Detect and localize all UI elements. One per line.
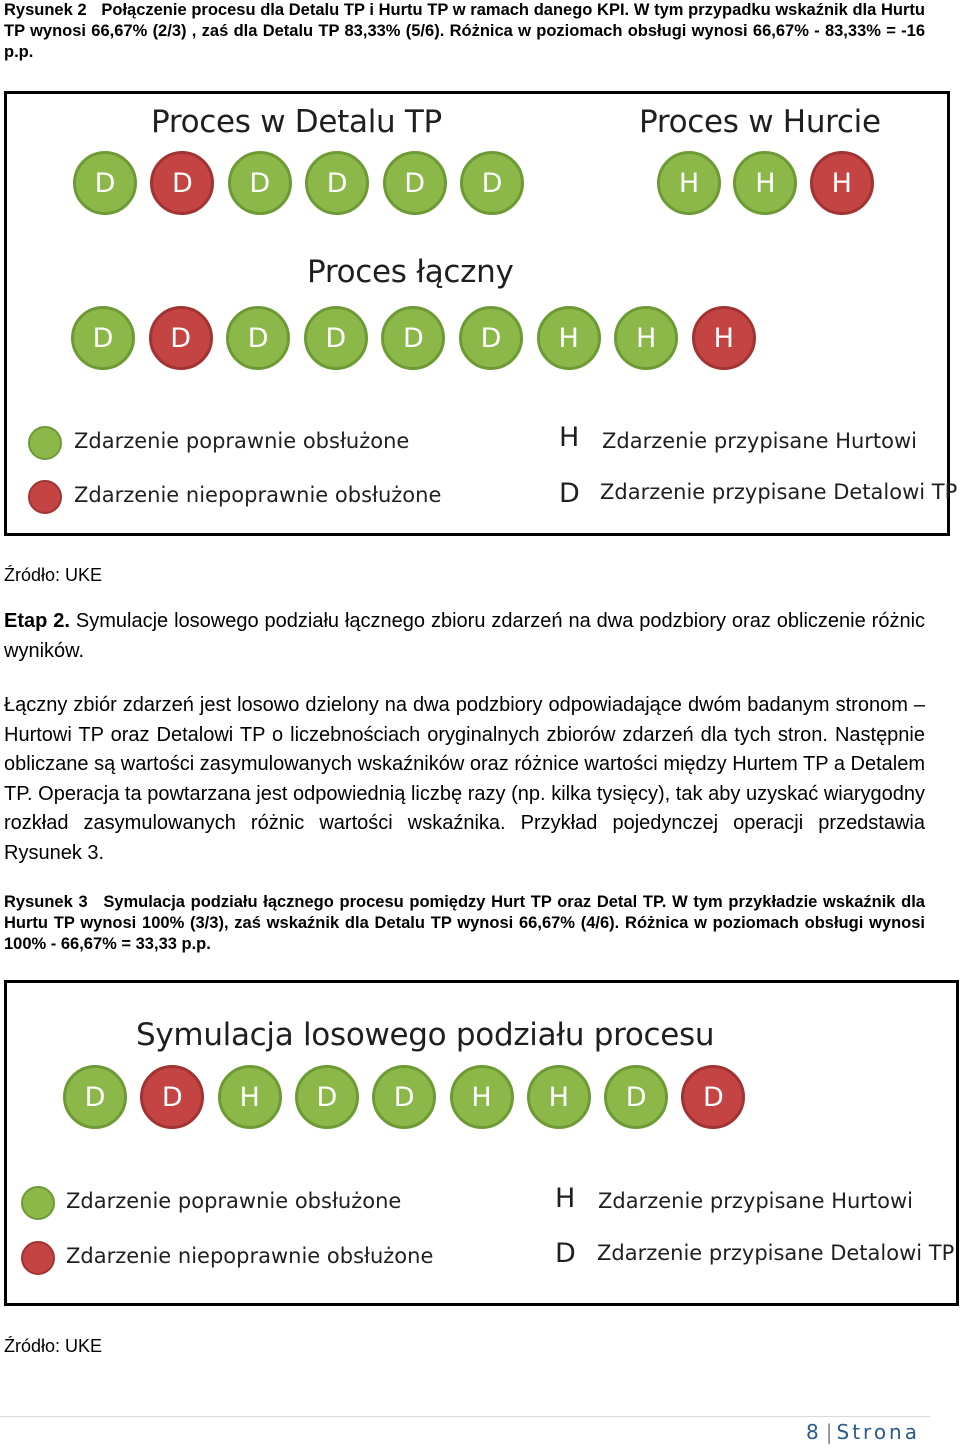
legend-bad-dot <box>28 480 62 514</box>
figure-2-source: Źródło: UKE <box>4 565 103 585</box>
figure-2 <box>4 91 958 536</box>
legend-bad-dot <box>21 1241 55 1275</box>
detal-event-correct: D <box>460 151 524 215</box>
legend-h-letter: H <box>559 422 580 453</box>
figure-3-caption-text: Symulacja podziału łącznego procesu pomiędzy Hurt TP oraz Detal TP. W tym przykładzie wskaźnik dla Hurtu TP wynosi 100% (3/3), zaś wskaźnik dla Detalu TP wynosi 66,67% (4/6). Różnica w poziomach obsługi wynosi 100% - 66,67% = 33,33 p.p. <box>4 893 925 953</box>
hurt-event-incorrect: H <box>810 151 874 215</box>
detal-event-correct: D <box>73 151 137 215</box>
detal-event-correct: D <box>63 1065 127 1129</box>
detal-event-correct: D <box>383 151 447 215</box>
page-footer <box>806 1420 920 1444</box>
detal-event-correct: D <box>304 306 368 370</box>
hurt-event-correct: H <box>450 1065 514 1129</box>
legend-ok-dot <box>28 426 62 460</box>
legend-bad-text: Zdarzenie niepoprawnie obsłużone <box>66 1244 434 1268</box>
legend-h-text: Zdarzenie przypisane Hurtowi <box>602 429 918 453</box>
figure-2-title-hurt: Proces w Hurcie <box>639 104 881 140</box>
etap-heading <box>4 607 925 666</box>
legend-h-text: Zdarzenie przypisane Hurtowi <box>598 1189 914 1213</box>
figure-2-title-detal: Proces w Detalu TP <box>151 104 442 140</box>
etap-label: Etap 2. <box>4 610 70 632</box>
hurt-event-correct: H <box>733 151 797 215</box>
figure-2-caption-text: Połączenie procesu dla Detalu TP i Hurtu TP w ramach danego KPI. W tym przypadku wskaźnik dla Hurtu TP wynosi 66,67% (2/3) , zaś dla Detalu TP 83,33% (5/6). Różnica w poziomach obsługi wynosi 66,67% - 83,33% = -16 p.p. <box>4 1 926 61</box>
page-number: 8 <box>806 1420 822 1444</box>
legend-d-letter: D <box>559 478 580 509</box>
figure-2-caption-number: Rysunek 2 <box>4 1 87 19</box>
legend-ok-text: Zdarzenie poprawnie obsłużone <box>66 1189 402 1213</box>
hurt-event-correct: H <box>657 151 721 215</box>
hurt-event-correct: H <box>218 1065 282 1129</box>
etap-text: Symulacje losowego podziału łącznego zbioru zdarzeń na dwa podzbiory oraz obliczenie różnic wyników. <box>4 610 926 662</box>
detal-event-correct: D <box>372 1065 436 1129</box>
detal-event-incorrect: D <box>149 306 213 370</box>
detal-event-correct: D <box>71 306 135 370</box>
footer-divider <box>0 1416 930 1417</box>
detal-event-correct: D <box>459 306 523 370</box>
legend-bad-text: Zdarzenie niepoprawnie obsłużone <box>74 483 442 507</box>
figure-3-source: Źródło: UKE <box>4 1336 103 1356</box>
figure-2-caption <box>4 0 925 63</box>
detal-event-correct: D <box>604 1065 668 1129</box>
page-word: Strona <box>836 1420 920 1444</box>
hurt-event-correct: H <box>614 306 678 370</box>
figure-3-caption-number: Rysunek 3 <box>4 893 88 911</box>
detal-event-correct: D <box>295 1065 359 1129</box>
hurt-event-correct: H <box>527 1065 591 1129</box>
legend-d-text: Zdarzenie przypisane Detalowi TP <box>597 1241 955 1265</box>
legend-h-letter: H <box>555 1183 576 1214</box>
legend-d-text: Zdarzenie przypisane Detalowi TP <box>600 480 958 504</box>
figure-2-title-combined: Proces łączny <box>307 254 514 290</box>
detal-event-incorrect: D <box>681 1065 745 1129</box>
combined-events-row <box>7 94 947 384</box>
detal-event-correct: D <box>381 306 445 370</box>
body-paragraph: Łączny zbiór zdarzeń jest losowo dzielony na dwa podzbiory odpowiadające dwóm badanym stronom – Hurtowi TP oraz Detalowi TP o liczebnościach oryginalnych zbiorów zdarzeń dla tych stron. Następnie obliczane są wartości zasymulowanych wskaźników oraz różnice wartości między Hurtem TP a Detalem TP. Operacja ta powtarzana jest odpowiednią liczbę razy (np. kilka tysięcy), tak aby uzyskać wiarygodny rozkład zasymulowanych różnic wartości wskaźnika. Przykład pojedynczej operacji przedstawia Rysunek 3. <box>4 694 925 864</box>
detal-event-incorrect: D <box>150 151 214 215</box>
legend-ok-text: Zdarzenie poprawnie obsłużone <box>74 429 410 453</box>
figure-3 <box>4 980 959 1306</box>
figure-3-caption <box>4 892 925 955</box>
hurt-event-incorrect: H <box>692 306 756 370</box>
footer-separator: | <box>825 1420 833 1444</box>
legend-ok-dot <box>21 1186 55 1220</box>
figure-3-title: Symulacja losowego podziału procesu <box>136 1017 715 1053</box>
simulation-events-row <box>7 983 956 1143</box>
hurt-event-correct: H <box>537 306 601 370</box>
detal-event-correct: D <box>226 306 290 370</box>
detal-event-correct: D <box>305 151 369 215</box>
detal-event-incorrect: D <box>140 1065 204 1129</box>
detal-event-correct: D <box>228 151 292 215</box>
legend-d-letter: D <box>555 1238 576 1269</box>
